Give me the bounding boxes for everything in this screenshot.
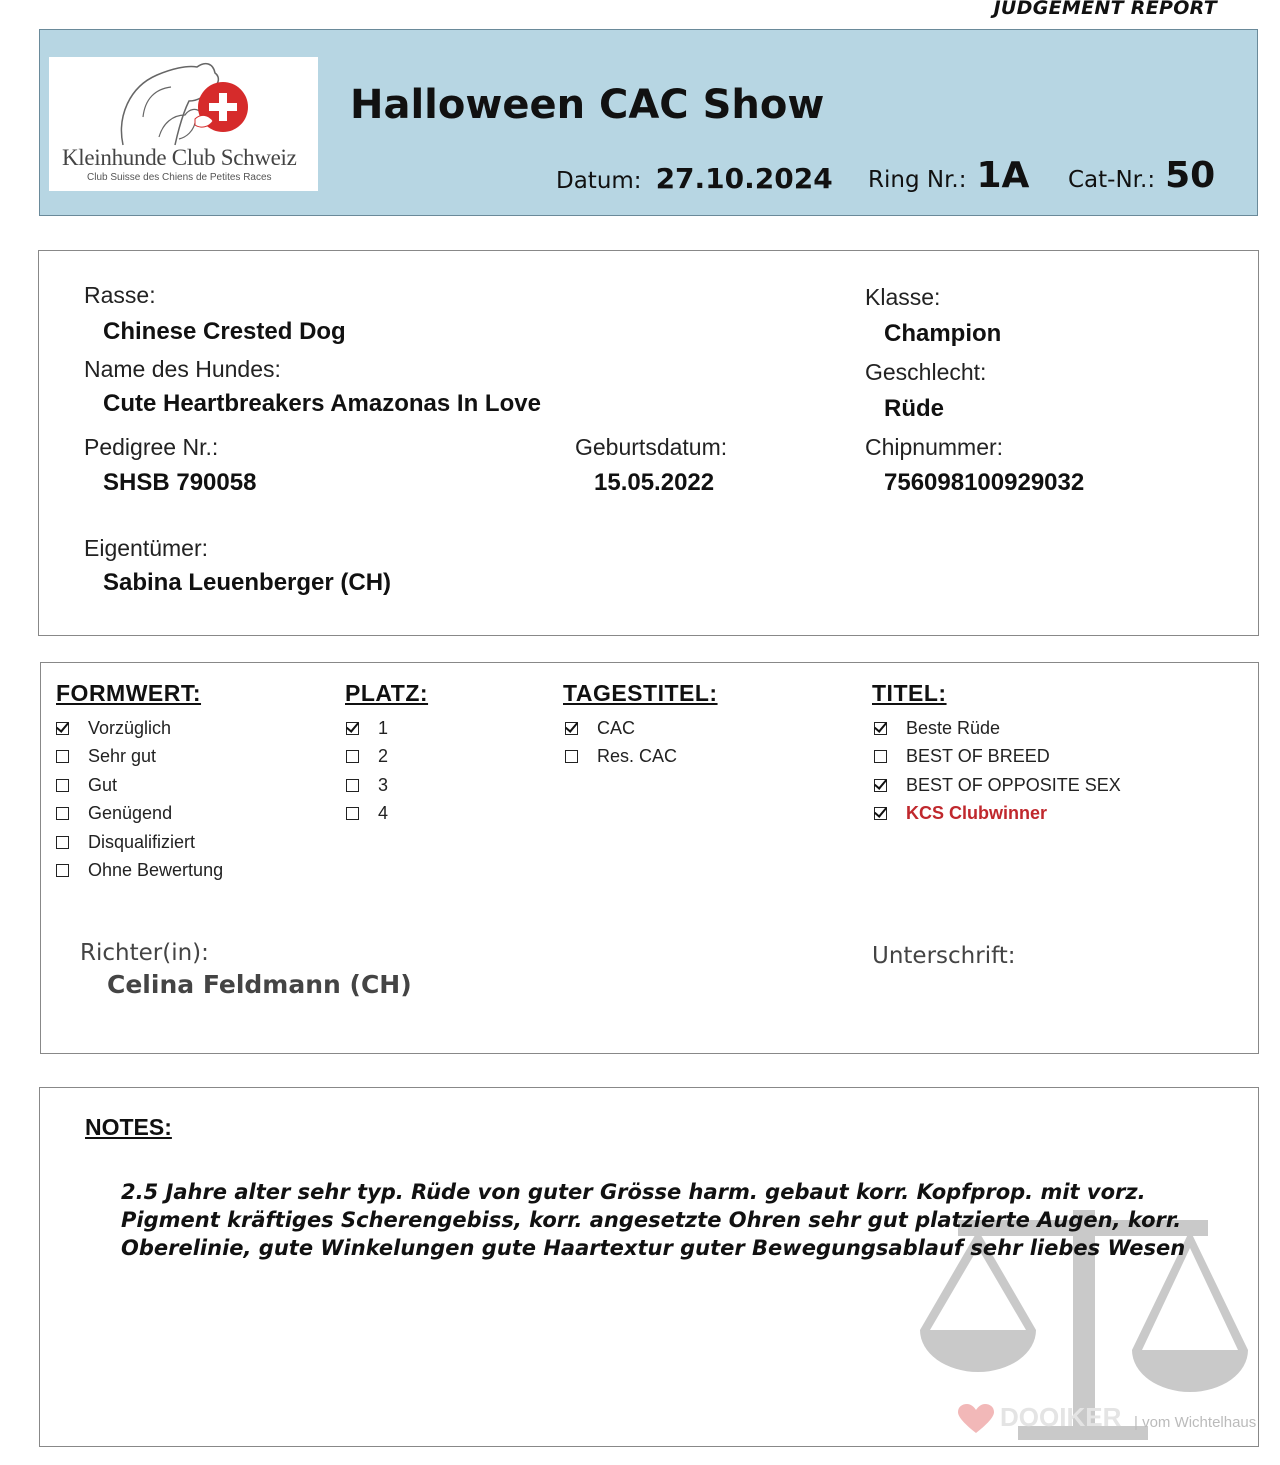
date-field	[556, 162, 833, 195]
pedigree-label: Pedigree Nr.:	[84, 434, 219, 460]
checkbox-icon	[346, 807, 359, 820]
checkbox-icon	[874, 750, 887, 763]
option-1	[346, 718, 388, 739]
watermark-suffix: | vom Wichtelhaus	[1134, 1414, 1257, 1431]
checkbox-icon	[346, 750, 359, 763]
option-label: BEST OF BREED	[906, 746, 1050, 767]
checkbox-icon	[56, 750, 69, 763]
option-4	[346, 803, 388, 824]
checked-box-icon	[56, 722, 69, 735]
report-label: JUDGEMENT REPORT	[993, 0, 1217, 19]
option-label: Ohne Bewertung	[88, 860, 224, 880]
notes-heading: NOTES:	[85, 1114, 172, 1140]
option-label: Disqualifiziert	[88, 831, 196, 852]
checkbox-icon	[346, 779, 359, 792]
class-label: Klasse:	[865, 284, 941, 310]
checkbox-icon	[56, 864, 69, 877]
show-title: Halloween CAC Show	[350, 82, 825, 128]
option-label: 2	[378, 746, 389, 767]
breed-value: Chinese Crested Dog	[103, 318, 346, 345]
ring-field	[868, 155, 1029, 196]
cat-value: 50	[1165, 155, 1216, 196]
checked-box-icon	[874, 722, 887, 735]
checked-box-icon	[565, 722, 578, 735]
date-label: Datum:	[556, 168, 642, 194]
option-label: Gut	[88, 774, 118, 795]
checked-box-icon	[874, 779, 887, 792]
option-disqualifiziert	[56, 832, 195, 853]
option-kcs-clubwinner	[874, 803, 1047, 824]
logo-subtitle: Club Suisse des Chiens de Petites Races	[87, 172, 272, 183]
checkbox-icon	[56, 836, 69, 849]
owner-value: Sabina Leuenberger (CH)	[103, 569, 392, 596]
option-label: BEST OF OPPOSITE SEX	[906, 774, 1121, 795]
option-label: KCS Clubwinner	[906, 803, 1048, 824]
notes-text: 2.5 Jahre alter sehr typ. Rüde von guter Grösse harm. gebaut korr. Kopfprop. mit vorz. Pigment kräftiges Scherengebiss, korr. angesetzte Ohren sehr gut platzierte Augen, korr. Oberelinie, gute Winkelungen gute Haartextur guter Bewegungsablauf sehr liebes Wesen	[121, 1180, 1186, 1260]
dogs-logo-icon	[109, 57, 259, 147]
option-ohne-bewertung	[56, 860, 223, 881]
option-genügend	[56, 803, 172, 824]
formwert-heading: FORMWERT:	[56, 680, 202, 706]
sex-label: Geschlecht:	[865, 359, 987, 385]
checkbox-icon	[565, 750, 578, 763]
option-cac	[565, 718, 635, 739]
checked-box-icon	[346, 722, 359, 735]
option-res-cac	[565, 746, 677, 767]
owner-label: Eigentümer:	[84, 535, 209, 561]
ring-label: Ring Nr.:	[868, 167, 967, 193]
birth-label: Geburtsdatum:	[575, 434, 728, 460]
option-sehr-gut	[56, 746, 156, 767]
option-label: CAC	[597, 718, 636, 738]
name-value: Cute Heartbreakers Amazonas In Love	[103, 390, 541, 417]
chip-label: Chipnummer:	[865, 434, 1004, 460]
breed-label: Rasse:	[84, 282, 156, 308]
option-label: 4	[378, 803, 389, 824]
option-label: Sehr gut	[88, 746, 157, 767]
cat-field	[1068, 155, 1215, 196]
option-label: 1	[378, 718, 389, 738]
chip-value: 756098100929032	[884, 469, 1085, 496]
platz-heading: PLATZ:	[345, 680, 429, 706]
option-label: Res. CAC	[597, 746, 678, 767]
date-value: 27.10.2024	[655, 162, 833, 195]
option-3	[346, 775, 388, 796]
judge-value: Celina Feldmann (CH)	[107, 970, 412, 999]
watermark-brand: DOOIKER	[1000, 1402, 1122, 1432]
option-label: 3	[378, 774, 389, 795]
pedigree-value: SHSB 790058	[103, 469, 257, 496]
option-best-of-breed	[874, 746, 1050, 767]
checked-box-icon	[874, 807, 887, 820]
watermark-heart-icon	[958, 1404, 994, 1438]
birth-value: 15.05.2022	[594, 469, 715, 496]
titel-heading: TITEL:	[872, 680, 947, 706]
checkbox-icon	[56, 807, 69, 820]
option-vorzüglich	[56, 718, 171, 739]
name-label: Name des Hundes:	[84, 356, 281, 382]
club-logo	[49, 57, 318, 191]
logo-title: Kleinhunde Club Schweiz	[62, 145, 297, 170]
judge-label: Richter(in):	[80, 940, 209, 966]
option-label: Beste Rüde	[906, 718, 1001, 738]
option-label: Genügend	[88, 803, 173, 824]
cat-label: Cat-Nr.:	[1068, 167, 1156, 193]
option-beste-rüde	[874, 718, 1000, 739]
checkbox-icon	[56, 779, 69, 792]
option-2	[346, 746, 388, 767]
option-best-of-opposite-sex	[874, 775, 1121, 796]
tagestitel-heading: TAGESTITEL:	[563, 680, 718, 706]
option-label: Vorzüglich	[88, 718, 172, 738]
ring-value: 1A	[976, 155, 1030, 196]
option-gut	[56, 775, 117, 796]
class-value: Champion	[884, 320, 1002, 347]
sex-value: Rüde	[884, 395, 944, 422]
signature-label: Unterschrift:	[872, 943, 1016, 969]
